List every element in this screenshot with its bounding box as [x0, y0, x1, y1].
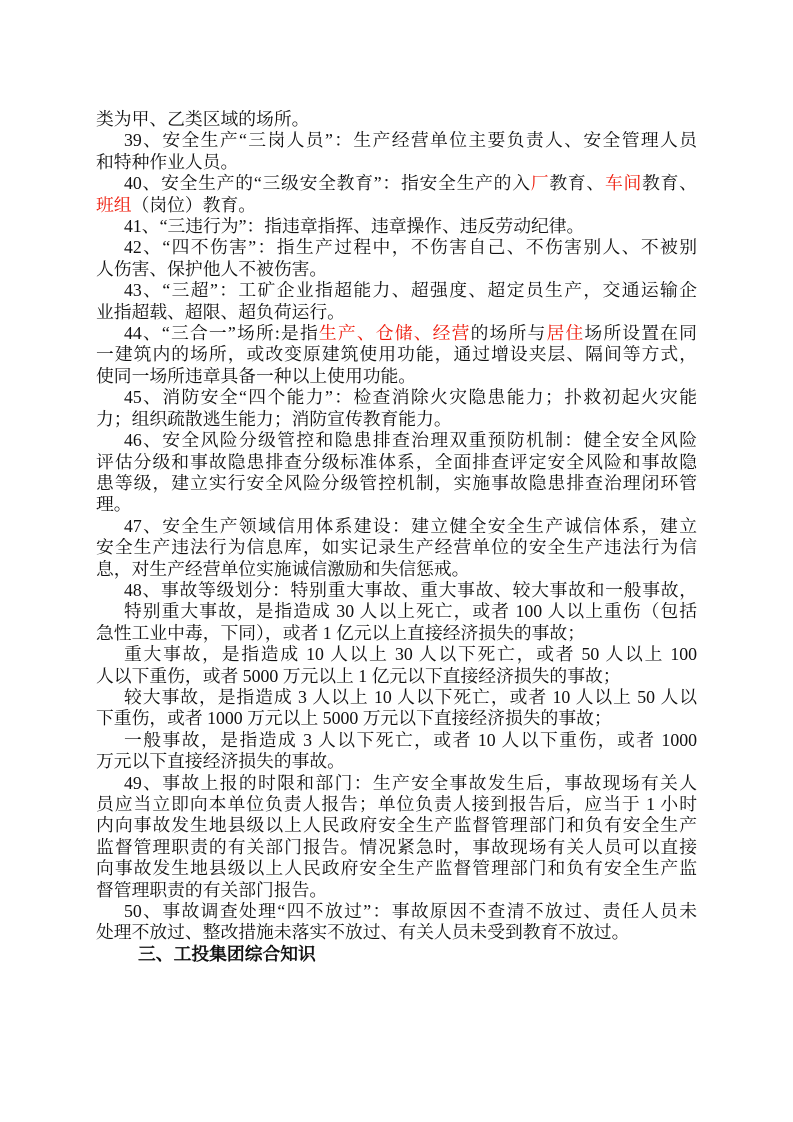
text-line	[96, 773, 697, 794]
text-segment: 员应当立即向本单位负责人报告；单位负责人接到报告后，应当于 1 小时	[96, 794, 697, 814]
text-line	[96, 687, 697, 708]
text-line	[96, 730, 697, 751]
text-segment: 场所设置在同	[584, 323, 697, 344]
text-segment: 理。	[96, 494, 132, 515]
text-line	[96, 216, 697, 237]
text-line	[96, 751, 697, 772]
text-line	[96, 858, 697, 879]
text-line	[96, 559, 697, 580]
text-segment: 46、安全风险分级管控和隐患排查治理双重预防机制：健全安全风险	[124, 430, 697, 451]
text-line	[96, 580, 697, 601]
text-segment: 43、“三超”：工矿企业指超能力、超强度、超定员生产，交通运输企	[124, 280, 697, 301]
highlighted-text: 生产、仓储、经营	[318, 323, 471, 344]
text-segment: 的场所与	[470, 323, 547, 344]
highlighted-text: 厂	[530, 173, 550, 194]
text-line	[96, 195, 697, 216]
text-segment: 力；组织疏散逃生能力；消防宣传教育能力。	[96, 408, 452, 429]
text-segment: 息，对生产经营单位实施诚信激励和失信惩戒。	[96, 558, 470, 579]
text-line	[96, 494, 697, 515]
text-line	[96, 901, 697, 922]
highlighted-text: 班组	[96, 194, 132, 215]
text-segment: 50、事故调查处理“四不放过”：事故原因不查清不放过、责任人员未	[124, 901, 697, 922]
text-segment: 人伤害、保护他人不被伤害。	[96, 258, 328, 279]
text-segment: 评估分级和事故隐患排查分级标准体系，全面排查评定安全风险和事故隐	[96, 451, 697, 472]
text-segment: 41、“三违行为”：指违章指挥、违章操作、违反劳动纪律。	[124, 216, 585, 237]
text-segment: 向事故发生地县级以上人民政府安全生产监督管理部门和负有安全生产监	[96, 858, 697, 879]
text-segment: 业指超载、超限、超负荷运行。	[96, 301, 345, 322]
text-line	[96, 644, 697, 665]
text-segment: 特别重大事故，是指造成 30 人以上死亡，或者 100 人以上重伤（包括	[124, 601, 697, 622]
text-segment: 44、“三合一”场所:是指	[124, 323, 319, 344]
text-line	[96, 409, 697, 430]
text-line	[96, 601, 697, 622]
text-segment: 安全生产违法行为信息库，如实记录生产经营单位的安全生产违法行为信	[96, 537, 697, 558]
text-line	[96, 708, 697, 729]
text-line	[96, 815, 697, 836]
text-line	[96, 666, 697, 687]
text-segment: 重大事故，是指造成 10 人以上 30 人以下死亡，或者 50 人以上 100	[124, 644, 697, 665]
text-segment: 39、安全生产“三岗人员”：生产经营单位主要负责人、安全管理人员	[124, 130, 697, 151]
highlighted-text: 车间	[604, 173, 643, 194]
text-segment: 一建筑内的场所，或改变原建筑使用功能，通过增设夹层、隔间等方式，	[96, 344, 697, 365]
text-line	[96, 537, 697, 558]
text-line	[96, 173, 697, 194]
text-segment: 使同一场所违章具备一种以上使用功能。	[96, 365, 417, 386]
text-segment: 监督管理职责的有关部门报告。情况紧急时，事故现场有关人员可以直接	[96, 836, 697, 857]
text-line	[96, 430, 697, 451]
text-line	[96, 473, 697, 494]
text-line	[96, 794, 697, 815]
text-line	[96, 366, 697, 387]
text-segment: 下重伤，或者 1000 万元以上 5000 万元以下直接经济损失的事故；	[96, 708, 612, 729]
text-line	[96, 259, 697, 280]
text-line	[96, 302, 697, 323]
text-line	[96, 280, 697, 301]
text-line	[96, 922, 697, 943]
text-segment: 教育、	[549, 173, 605, 194]
text-segment: 45、消防安全“四个能力”：检查消除火灾隐患能力；扑救初起火灾能	[124, 387, 697, 408]
text-line	[96, 623, 697, 644]
text-segment: 42、“四不伤害”：指生产过程中，不伤害自己、不伤害别人、不被别	[124, 237, 697, 258]
text-segment: 49、事故上报的时限和部门：生产安全事故发生后，事故现场有关人	[124, 772, 697, 793]
text-line	[96, 452, 697, 473]
text-segment: 教育、	[642, 173, 697, 194]
text-segment: 和特种作业人员。	[96, 151, 239, 172]
text-line	[96, 237, 697, 258]
text-segment: 较大事故，是指造成 3 人以上 10 人以下死亡，或者 10 人以上 50 人以	[124, 686, 697, 707]
text-segment: 三、工投集团综合知识	[138, 943, 316, 964]
text-segment: 万元以下直接经济损失的事故。	[96, 751, 345, 772]
text-segment: 一般事故，是指造成 3 人以下死亡，或者 10 人以下重伤，或者 1000	[124, 729, 697, 750]
text-segment: 内向事故发生地县级以上人民政府安全生产监督管理部门和负有安全生产	[96, 815, 697, 836]
highlighted-text: 居住	[546, 323, 585, 344]
text-line	[96, 387, 697, 408]
text-line	[96, 880, 697, 901]
text-line	[96, 323, 697, 344]
text-segment: 督管理职责的有关部门报告。	[96, 879, 328, 900]
section-heading	[96, 944, 697, 965]
text-segment: 47、安全生产领域信用体系建设：建立健全安全生产诚信体系，建立	[124, 515, 697, 536]
document-body	[96, 109, 697, 965]
text-line	[96, 109, 697, 130]
text-segment: 40、安全生产的“三级安全教育”：指安全生产的入	[124, 173, 531, 194]
text-segment: 急性工业中毒，下同），或者 1 亿元以上直接经济损失的事故；	[96, 622, 585, 643]
text-line	[96, 516, 697, 537]
text-segment: （岗位）教育。	[131, 194, 257, 215]
text-line	[96, 130, 697, 151]
text-line	[96, 837, 697, 858]
text-line	[96, 152, 697, 173]
text-segment: 类为甲、乙类区域的场所。	[96, 109, 310, 129]
text-line	[96, 344, 697, 365]
text-segment: 处理不放过、整改措施未落实不放过、有关人员未受到教育不放过。	[96, 922, 630, 943]
text-segment: 48、事故等级划分：特别重大事故、重大事故、较大事故和一般事故，	[124, 579, 697, 600]
text-segment: 患等级，建立实行安全风险分级管控机制，实施事故隐患排查治理闭环管	[96, 472, 697, 493]
text-segment: 人以下重伤，或者 5000 万元以上 1 亿元以下直接经济损失的事故；	[96, 665, 621, 686]
